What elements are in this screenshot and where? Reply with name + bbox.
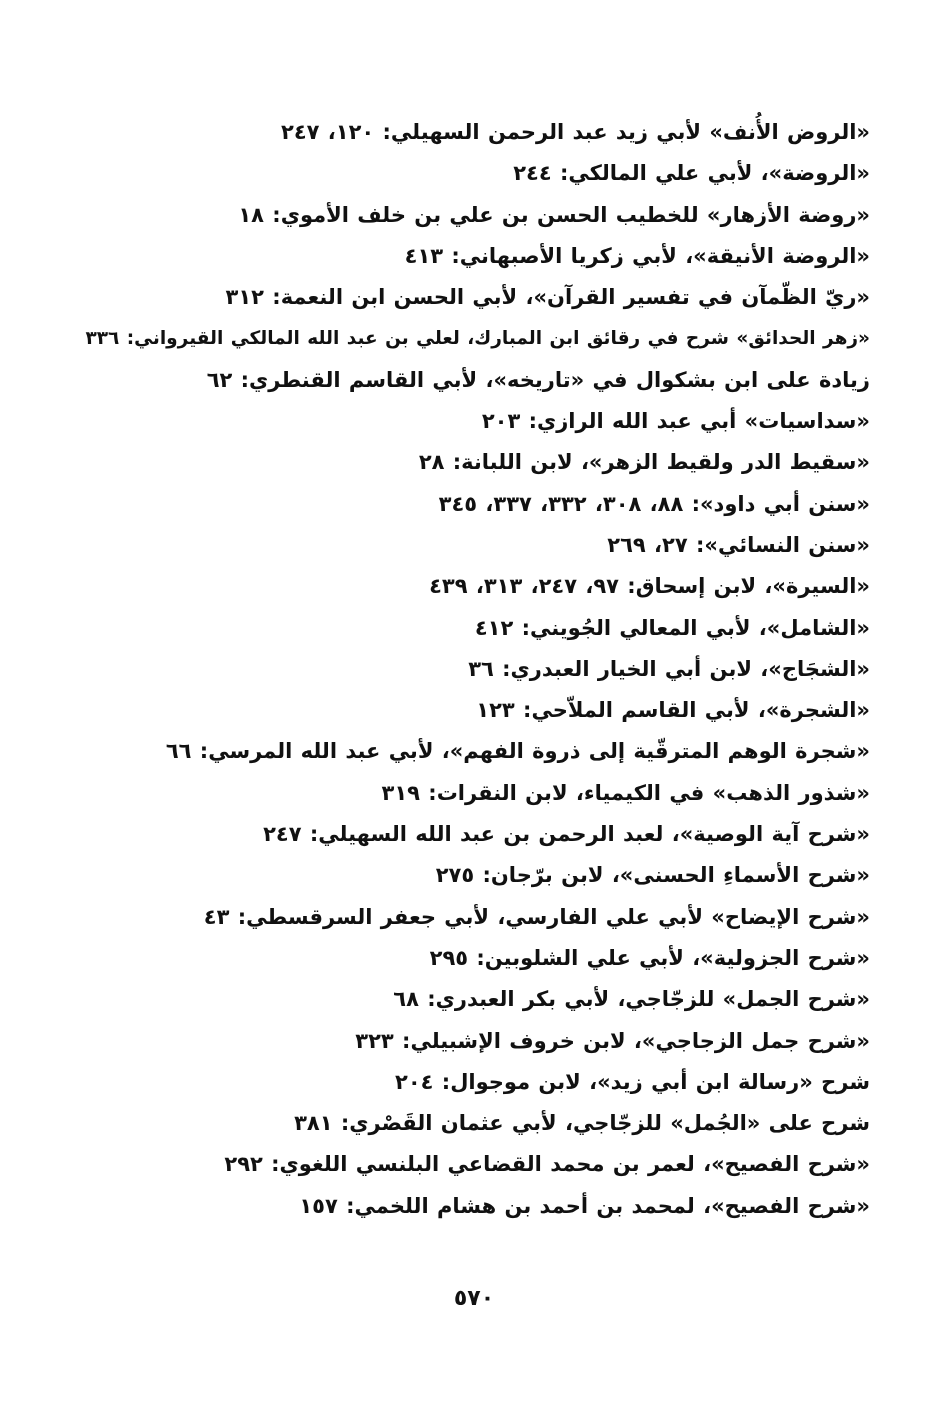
index-entry: «روضة الأزهار» للخطيب الحسن بن علي بن خلف الأموي: ١٨ xyxy=(238,202,870,227)
index-entry: «سنن أبي داود»: ٨٨، ٣٠٨، ٣٣٢، ٣٣٧، ٣٤٥ xyxy=(438,491,870,516)
index-entry: «سداسيات» أبي عبد الله الرازي: ٢٠٣ xyxy=(481,409,870,434)
index-list xyxy=(70,112,870,1227)
index-entry: «شرح الجزولية»، لأبي علي الشلوبين: ٢٩٥ xyxy=(429,945,870,970)
index-entry: «زهر الحدائق» شرح في رقائق ابن المبارك، لعلي بن عبد الله المالكي القيرواني: ٣٣٦ xyxy=(85,328,870,350)
index-entry: «الشجَاج»، لابن أبي الخيار العبدري: ٣٦ xyxy=(468,656,870,681)
index-entry: «الروضة»، لأبي علي المالكي: ٢٤٤ xyxy=(513,161,870,186)
index-entry: «شرح آية الوصية»، لعبد الرحمن بن عبد الله السهيلي: ٢٤٧ xyxy=(263,822,870,847)
index-entry: شرح على «الجُمل» للزجّاجي، لأبي عثمان القَصْري: ٣٨١ xyxy=(294,1111,870,1136)
index-entry: شرح «رسالة ابن أبي زيد»، لابن موجوال: ٢٠٤ xyxy=(395,1069,870,1094)
index-entry: «شرح جمل الزجاجي»، لابن خروف الإشبيلي: ٣٢٣ xyxy=(355,1028,870,1053)
index-entry: زيادة على ابن بشكوال في «تاريخه»، لأبي القاسم القنطري: ٦٢ xyxy=(206,367,870,392)
index-entry: «الروض الأُنف» لأبي زيد عبد الرحمن السهيلي: ١٢٠، ٢٤٧ xyxy=(281,120,870,144)
index-entry: «سنن النسائي»: ٢٧، ٢٦٩ xyxy=(607,532,870,557)
index-entry: «شرح الأسماءِ الحسنى»، لابن برّجان: ٢٧٥ xyxy=(435,863,870,888)
index-entry: «شذور الذهب» في الكيمياء، لابن النقرات: ٣١٩ xyxy=(381,780,870,805)
index-entry: «سقيط الدر ولقيط الزهر»، لابن اللبانة: ٢٨ xyxy=(418,450,870,475)
index-entry: «الشامل»، لأبي المعالي الجُويني: ٤١٢ xyxy=(474,615,870,640)
index-entry: «ريّ الظّمآن في تفسير القرآن»، لأبي الحسن ابن النعمة: ٣١٢ xyxy=(225,285,870,310)
index-entry: «شرح الفصيح»، لعمر بن محمد القضاعي البلنسي اللغوي: ٢٩٢ xyxy=(224,1152,870,1177)
index-entry: «شجرة الوهم المترقّية إلى ذروة الفهم»، لأبي عبد الله المرسي: ٦٦ xyxy=(165,739,870,764)
index-entry: «الروضة الأنيقة»، لأبي زكريا الأصبهاني: ٤١٣ xyxy=(404,243,870,268)
page-number: ٥٧٠ xyxy=(453,1286,495,1311)
index-entry: «الشجرة»، لأبي القاسم الملاّحي: ١٢٣ xyxy=(476,698,870,723)
index-entry: «السيرة»، لابن إسحاق: ٩٧، ٢٤٧، ٣١٣، ٤٣٩ xyxy=(429,574,870,599)
index-entry: «شرح الإيضاح» لأبي علي الفارسي، لأبي جعفر السرقسطي: ٤٣ xyxy=(203,904,870,929)
index-entry: «شرح الفصيح»، لمحمد بن أحمد بن هشام اللخمي: ١٥٧ xyxy=(299,1193,870,1218)
index-entry: «شرح الجمل» للزجّاجي، لأبي بكر العبدري: ٦٨ xyxy=(393,987,870,1012)
